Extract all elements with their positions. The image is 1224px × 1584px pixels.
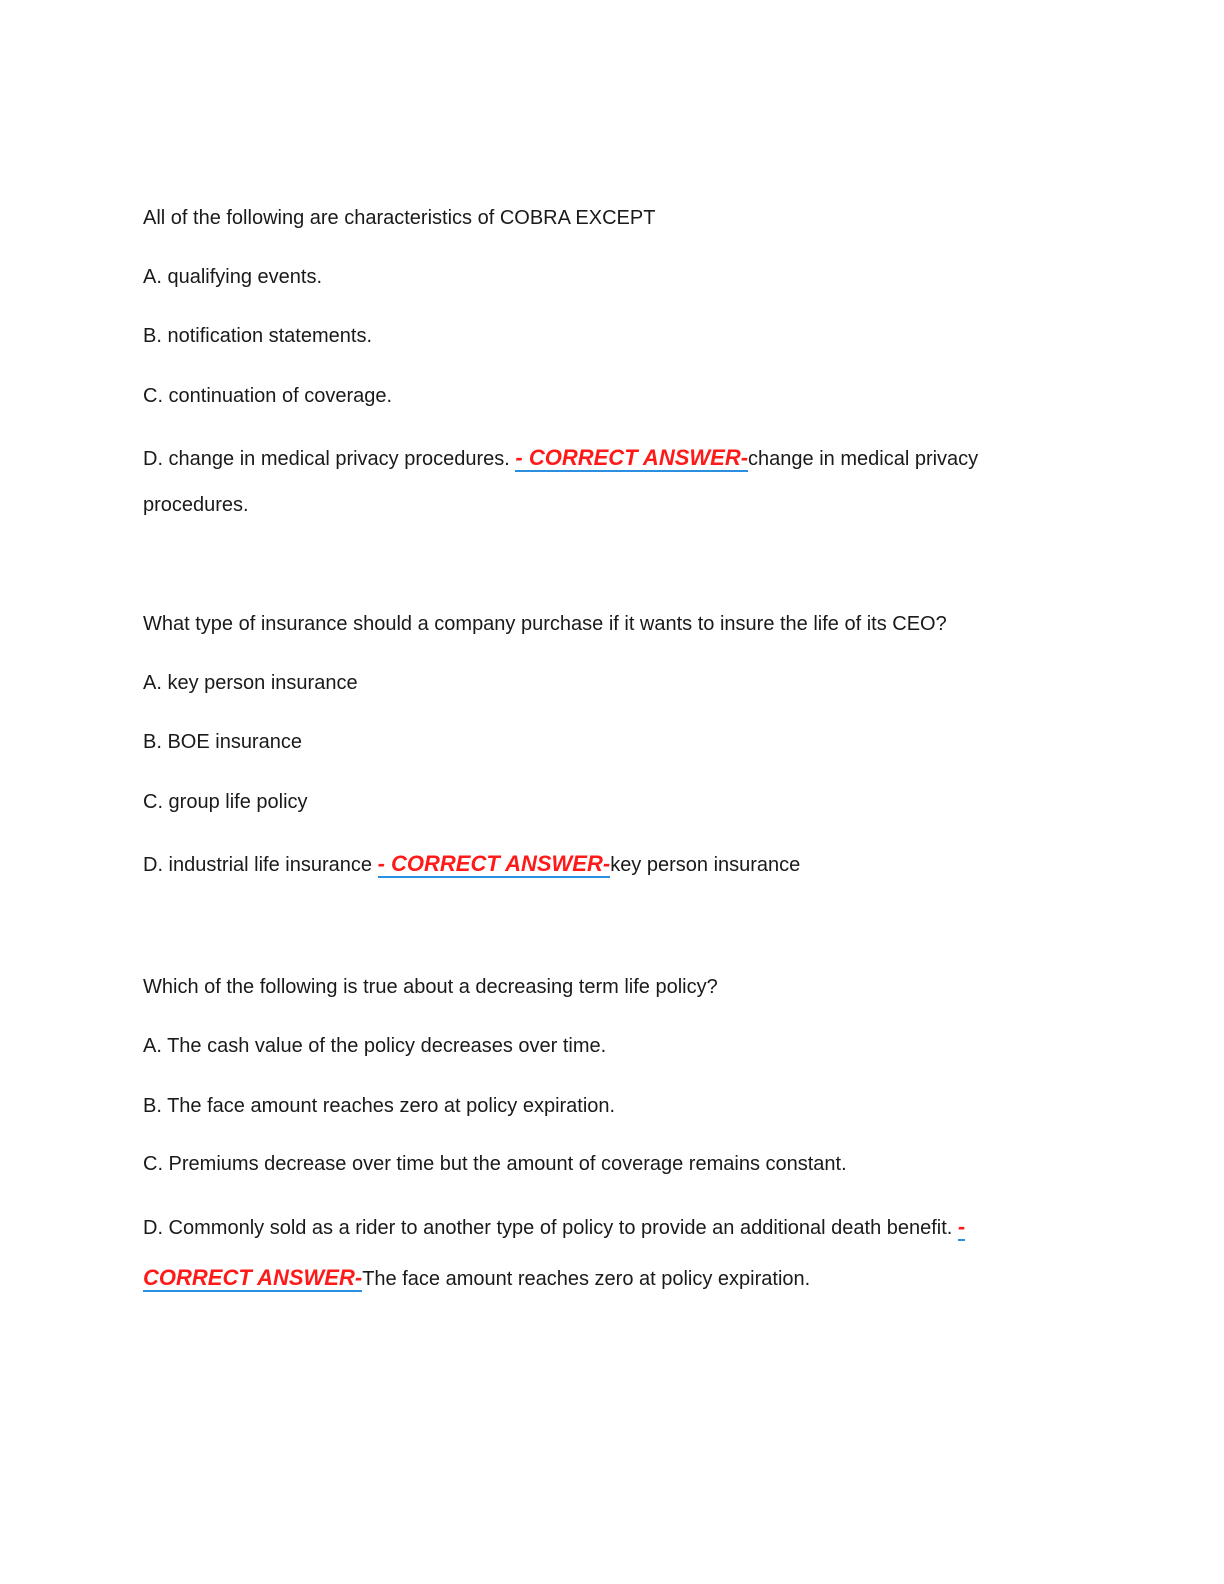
question-3-option-a: A. The cash value of the policy decreases over time. — [143, 1035, 607, 1057]
question-2-text: What type of insurance should a company purchase if it wants to insure the life of its CEO? — [143, 613, 947, 635]
question-3-option-d: D. Commonly sold as a rider to another type of policy to provide an additional death benefit. — [143, 1217, 953, 1239]
question-3-answer-line — [143, 1266, 1103, 1291]
question-3-option-d-line — [143, 1215, 1103, 1240]
question-1-answer-part1: change in medical privacy — [748, 448, 979, 470]
question-3-answer: The face amount reaches zero at policy expiration. — [362, 1268, 811, 1290]
question-1-correct-answer-marker: - CORRECT ANSWER- — [515, 445, 749, 470]
question-2-correct-answer-marker: - CORRECT ANSWER- — [377, 851, 611, 876]
question-1-option-a: A. qualifying events. — [143, 266, 322, 288]
question-1-option-c: C. continuation of coverage. — [143, 385, 393, 407]
question-1-text: All of the following are characteristics of COBRA EXCEPT — [143, 207, 656, 229]
question-1-option-d-line — [143, 446, 1103, 471]
question-2-option-a: A. key person insurance — [143, 672, 358, 694]
question-3-correct-answer-marker-part2: CORRECT ANSWER- — [143, 1265, 363, 1290]
question-3-text: Which of the following is true about a decreasing term life policy? — [143, 976, 718, 998]
question-2-option-b: B. BOE insurance — [143, 731, 302, 753]
question-3-correct-answer-marker-part1: - — [957, 1214, 966, 1239]
question-3-option-c: C. Premiums decrease over time but the amount of coverage remains constant. — [143, 1153, 847, 1175]
question-1-answer-part2: procedures. — [143, 494, 249, 516]
question-2-option-c: C. group life policy — [143, 791, 308, 813]
question-2-answer: key person insurance — [610, 854, 801, 876]
question-2-option-d-line — [143, 852, 1103, 877]
question-2-option-d: D. industrial life insurance — [143, 854, 372, 876]
question-1-option-d: D. change in medical privacy procedures. — [143, 448, 510, 470]
question-3-option-b: B. The face amount reaches zero at policy expiration. — [143, 1095, 616, 1117]
question-1-option-b: B. notification statements. — [143, 325, 373, 347]
